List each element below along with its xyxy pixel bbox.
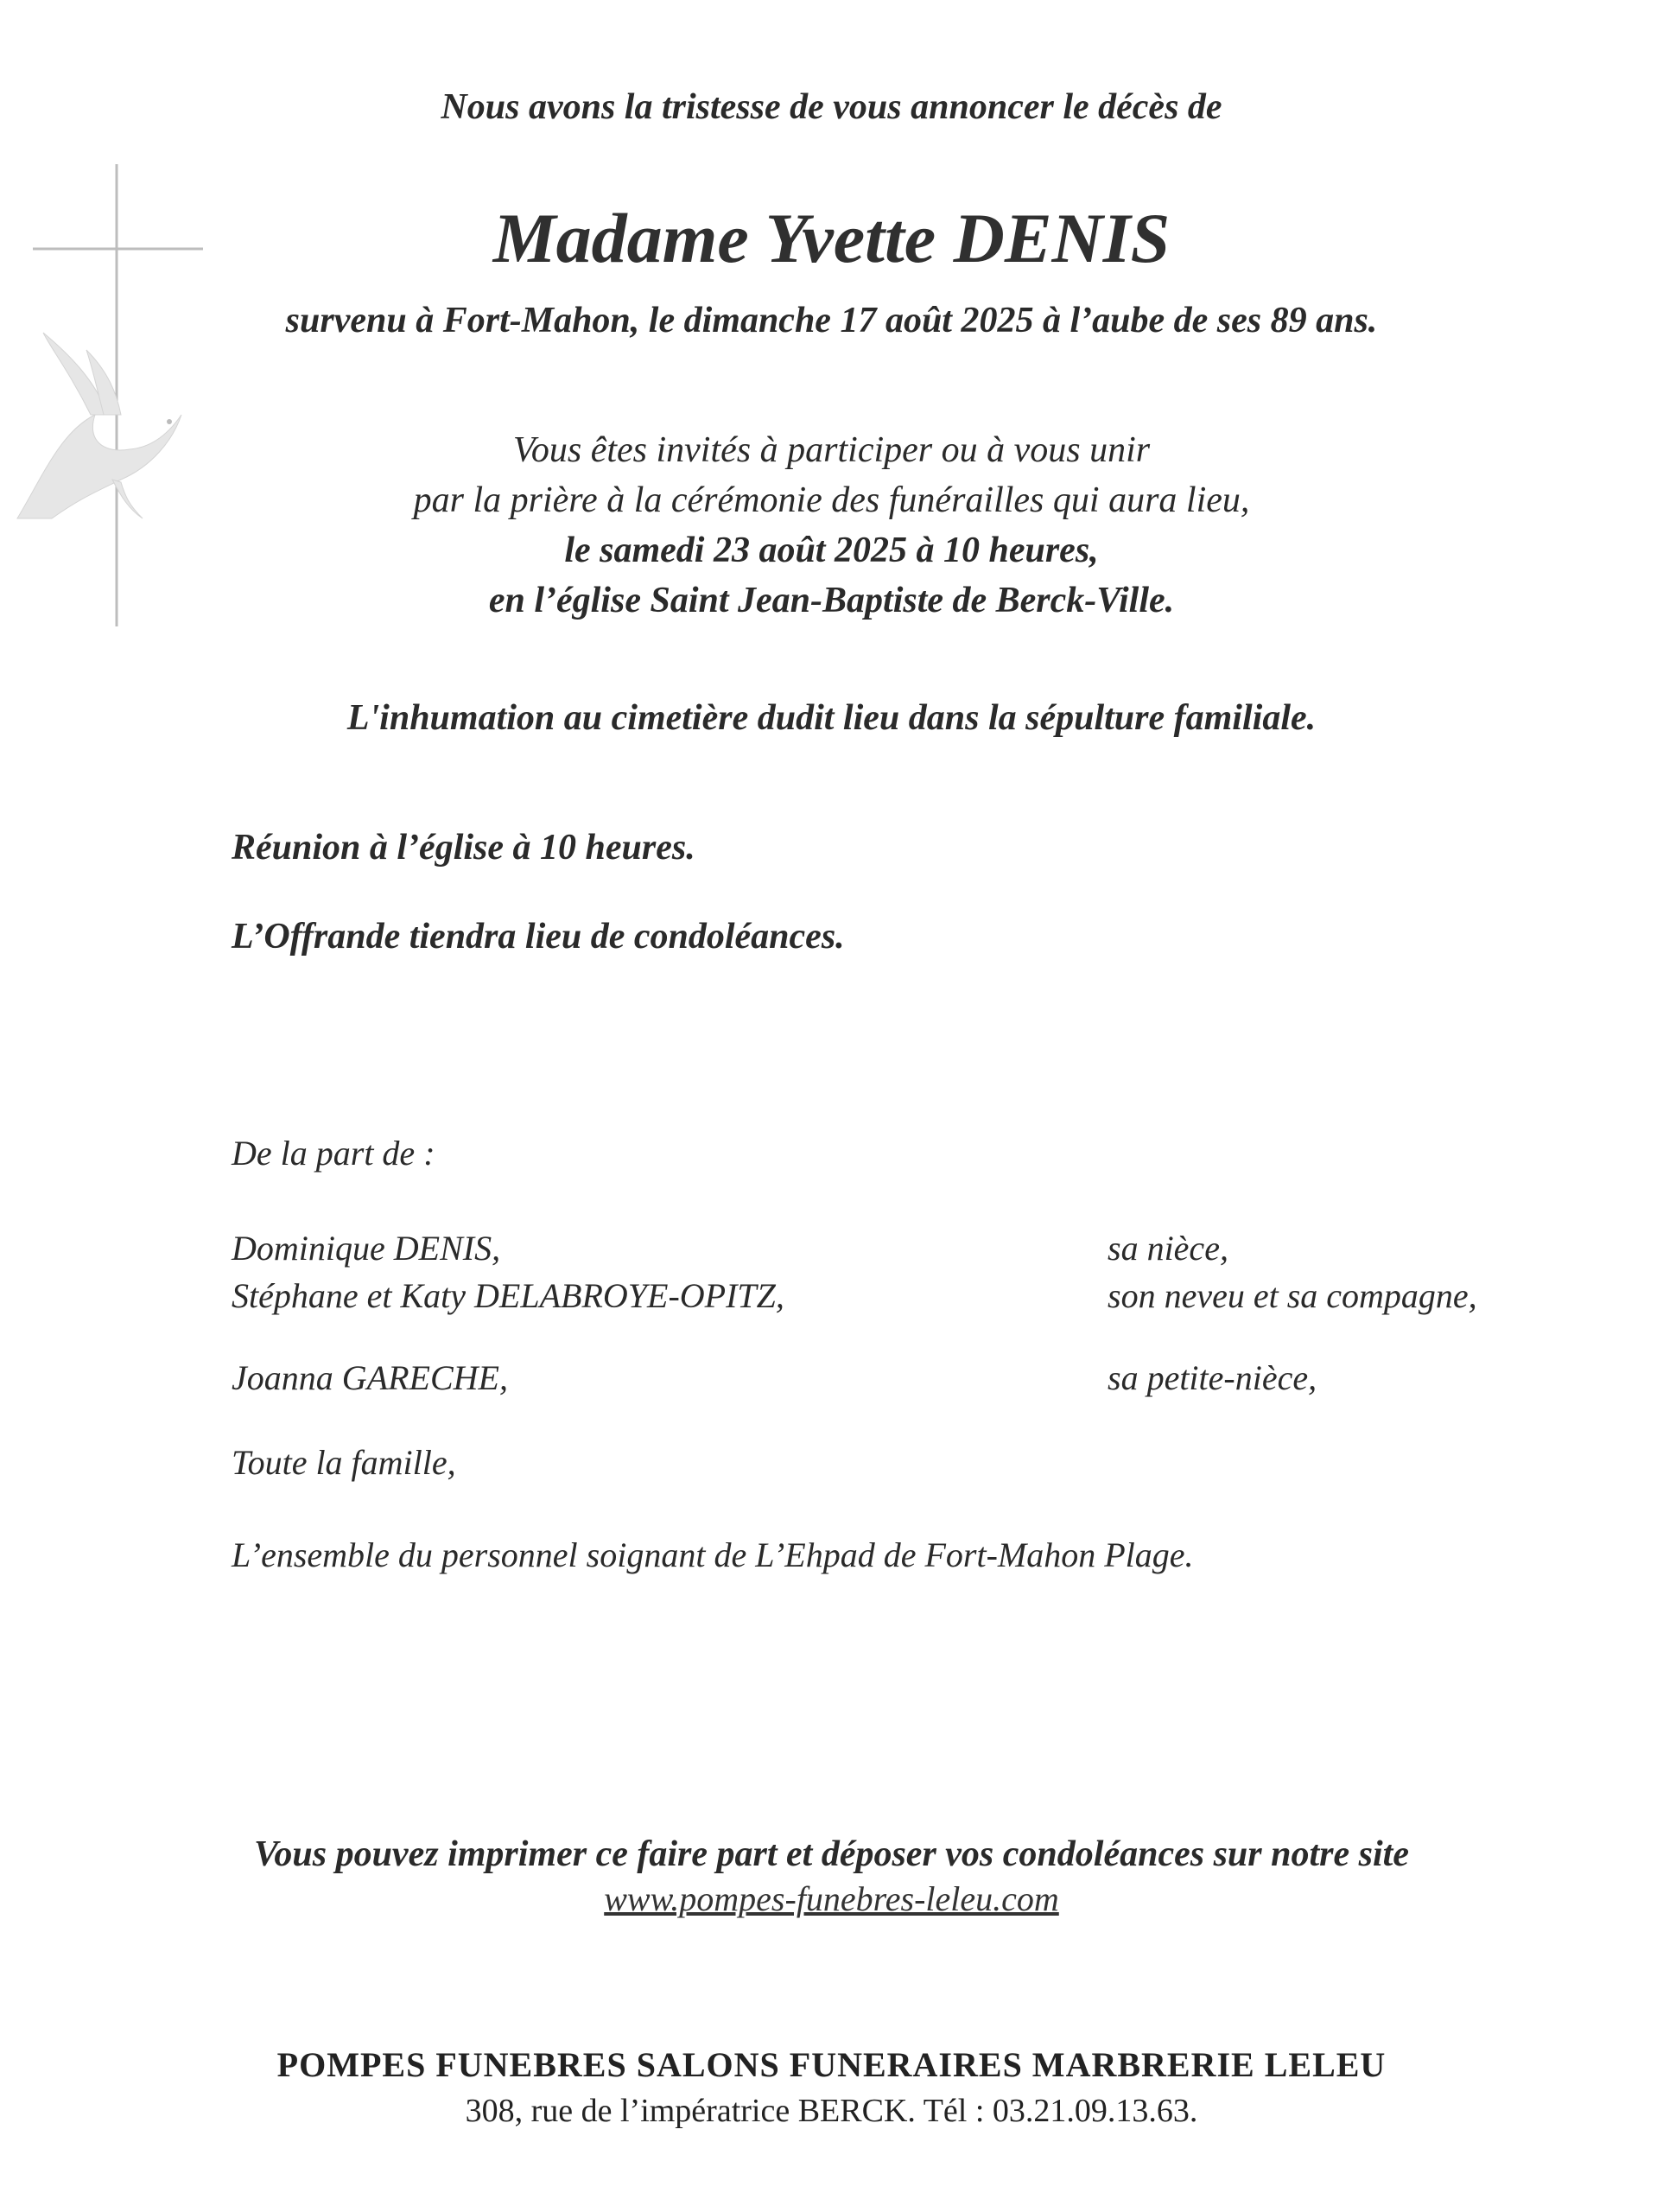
family-member-name: Stéphane et Katy DELABROYE-OPITZ, [232, 1276, 784, 1315]
website-invitation: Vous pouvez imprimer ce faire part et déposer vos condoléances sur notre site [254, 1834, 1409, 1874]
family-member-name: Dominique DENIS, [232, 1229, 501, 1268]
reunion-info: Réunion à l’église à 10 heures. [232, 828, 695, 868]
burial-info: L'inhumation au cimetière dudit lieu dans la sépulture familiale. [346, 698, 1317, 738]
family-member-name: L’ensemble du personnel soignant de L’Ehpad de Fort-Mahon Plage. [232, 1535, 1194, 1574]
company-name: POMPES FUNEBRES SALONS FUNERAIRES MARBRERIE LELEU [276, 2045, 1387, 2084]
death-info: survenu à Fort-Mahon, le dimanche 17 août 2025 à l’aube de ses 89 ans. [285, 301, 1378, 340]
website-link[interactable]: www.pompes-funebres-leleu.com [604, 1879, 1059, 1918]
family-member-relation: son neveu et sa compagne, [1108, 1276, 1477, 1315]
company-address: 308, rue de l’impératrice BERCK. Tél : 03.21.09.13.63. [465, 2093, 1198, 2129]
invitation-block [0, 425, 1663, 626]
intro-text: Nous avons la tristesse de vous annoncer le décès de [441, 87, 1222, 127]
family-member-name: Toute la famille, [232, 1443, 456, 1482]
family-label: De la part de : [232, 1134, 435, 1173]
invitation-line-2: par la prière à la cérémonie des funérailles qui aura lieu, [413, 480, 1250, 520]
offrande-info: L’Offrande tiendra lieu de condoléances. [232, 917, 845, 957]
deceased-name: Madame Yvette DENIS [492, 199, 1171, 277]
invitation-line-1: Vous êtes invités à participer ou à vous unir [512, 430, 1151, 470]
invitation-date: le samedi 23 août 2025 à 10 heures, [564, 531, 1099, 570]
family-member-relation: sa nièce, [1108, 1229, 1228, 1268]
family-member-name: Joanna GARECHE, [232, 1358, 508, 1397]
family-member-relation: sa petite-nièce, [1108, 1358, 1317, 1397]
invitation-place: en l’église Saint Jean-Baptiste de Berck-Ville. [488, 581, 1175, 620]
